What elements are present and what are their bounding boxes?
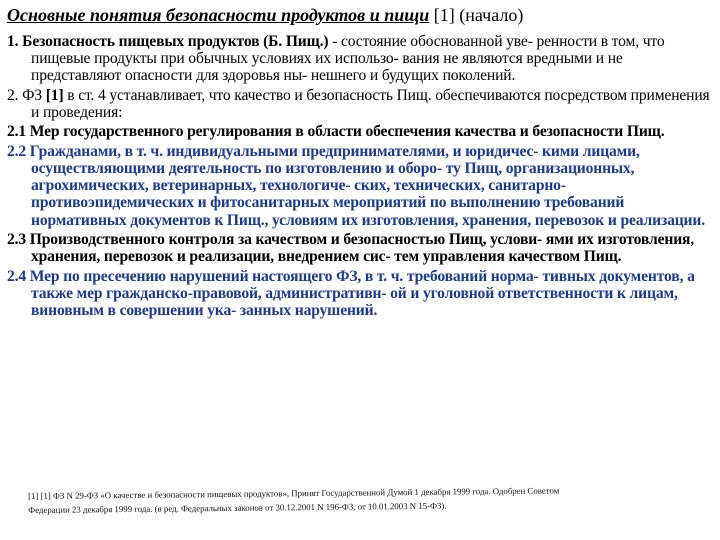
item-number: 2.2 bbox=[7, 142, 27, 160]
item-text: Производственного контроля за качеством и безопасностью Пищ, услови- ями их изготовления, хранения, перевозок и реализации, внедрением сис- тем управления качеством Пищ. bbox=[29, 230, 695, 266]
item-number: 2.4 bbox=[7, 267, 27, 285]
footnote bbox=[28, 482, 668, 517]
item-text: Гражданами, в т. ч. индивидуальными предпринимателями, и юридичес- кими лицами, осуществляющими деятельность по изготовлению и оборо- ту Пищ, организационных, агрохимических, ветеринарных, технологиче- ских, технических, санитарно-противоэпидемических и фитосанитарных мероприятий по выполнению требований нормативных документов к Пищ., условиям их изготовления, хранения, перевозок и реализации. bbox=[29, 142, 705, 229]
item-text: ФЗ bbox=[22, 86, 42, 104]
item-number: 1. bbox=[7, 33, 19, 50]
item-text: - состояние обоснованной уве- ренности в том, что пищевые продукты при обычных условиях их использо- вания не являются вредными и не представляют опасности для здоровья ны- нешнего и будущих поколений. bbox=[31, 33, 665, 85]
title-reference: [1] (начало) bbox=[433, 5, 524, 25]
item-1 bbox=[7, 33, 715, 85]
footnote-line: [1] [1] ФЗ N 29-ФЗ «О качестве и безопасности пищевых продуктов», Принят Государственной Думой 1 декабря 1999 года. Одобрен Советом bbox=[28, 485, 560, 501]
item-number: 2.3 bbox=[7, 230, 27, 248]
item-2 bbox=[7, 87, 715, 121]
footnote-line: Федерации 23 декабря 1999 года. (в ред. Федеральных законов от 30.12.2001 N 196-ФЗ, от 10.01.2003 N 15-ФЗ). bbox=[28, 500, 447, 515]
item-reference: [1] bbox=[45, 86, 64, 104]
item-2-2 bbox=[7, 143, 715, 229]
item-2-4 bbox=[7, 268, 715, 320]
item-2-3 bbox=[7, 231, 715, 265]
slide-body bbox=[7, 33, 715, 321]
item-number: 2. bbox=[7, 86, 19, 104]
item-text: Мер государственного регулирования в области обеспечения качества и безопасности Пищ. bbox=[29, 123, 665, 141]
item-text: в ст. 4 устанавливает, что качество и безопасность Пищ. обеспечиваются посредством применения и проведения: bbox=[31, 86, 710, 121]
slide-title bbox=[7, 4, 715, 26]
item-2-1 bbox=[7, 123, 715, 140]
title-main: Основные понятия безопасности продуктов и пищи bbox=[7, 5, 430, 25]
item-lead-term: Безопасность пищевых продуктов (Б. Пищ.) bbox=[22, 33, 329, 50]
item-text: Мер по пресечению нарушений настоящего ФЗ, в т. ч. требований норма- тивных документов, а также мер гражданско-правовой, административн- ой и уголовной ответственности к лицам, виновным в совершении ука- занных нарушений. bbox=[29, 267, 695, 319]
item-number: 2.1 bbox=[7, 123, 27, 141]
